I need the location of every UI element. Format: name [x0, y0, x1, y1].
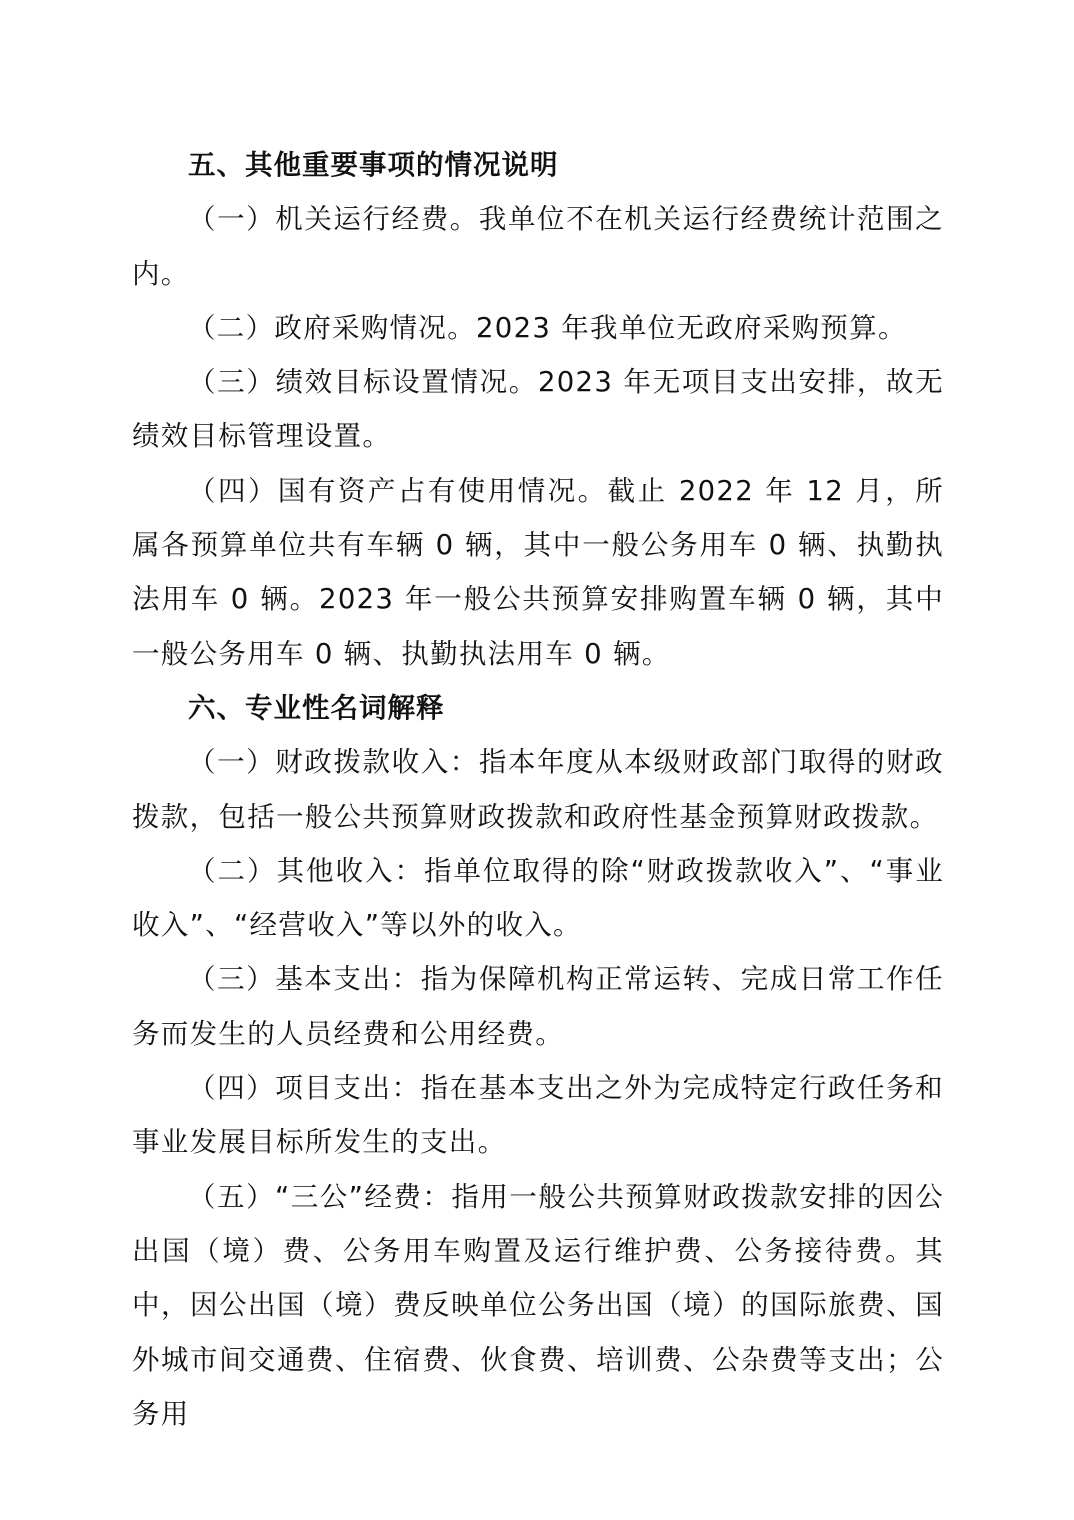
section-5-item-2: （二）政府采购情况。2023 年我单位无政府采购预算。	[188, 311, 907, 344]
section-6-heading: 六、专业性名词解释	[188, 691, 445, 724]
section-6-item-4: （四）项目支出：指在基本支出之外为完成特定行政任务和事业发展目标所发生的支出。	[132, 1072, 944, 1159]
section-6-item-5: （五）“三公”经费：指用一般公共预算财政拨款安排的因公出国（境）费、公务用车购置及运行维护费、公务接待费。其中，因公出国（境）费反映单位公务出国（境）的国际旅费、国外城市间交通费、住宿费、伙食费、培训费、公杂费等支出；公务用	[132, 1180, 944, 1430]
section-6-item-3: （三）基本支出：指为保障机构正常运转、完成日常工作任务而发生的人员经费和公用经费。	[132, 963, 944, 1050]
section-6-item-1: （一）财政拨款收入：指本年度从本级财政部门取得的财政拨款，包括一般公共预算财政拨款和政府性基金预算财政拨款。	[132, 746, 944, 833]
section-5-item-1: （一）机关运行经费。我单位不在机关运行经费统计范围之内。	[132, 203, 944, 290]
document-page	[132, 138, 944, 1441]
section-6-item-2: （二）其他收入：指单位取得的除“财政拨款收入”、“事业收入”、“经营收入”等以外的收入。	[132, 854, 944, 942]
section-5-heading: 五、其他重要事项的情况说明	[188, 149, 559, 181]
section-5-item-3: （三）绩效目标设置情况。2023 年无项目支出安排，故无绩效目标管理设置。	[132, 366, 944, 453]
section-5-item-4: （四）国有资产占有使用情况。截止 2022 年 12 月，所属各预算单位共有车辆 0 辆，其中一般公务用车 0 辆、执勤执法用车 0 辆。2023 年一般公共预算安排购置车辆 0 辆，其中一般公务用车 0 辆、执勤执法用车 0 辆。	[132, 474, 944, 670]
